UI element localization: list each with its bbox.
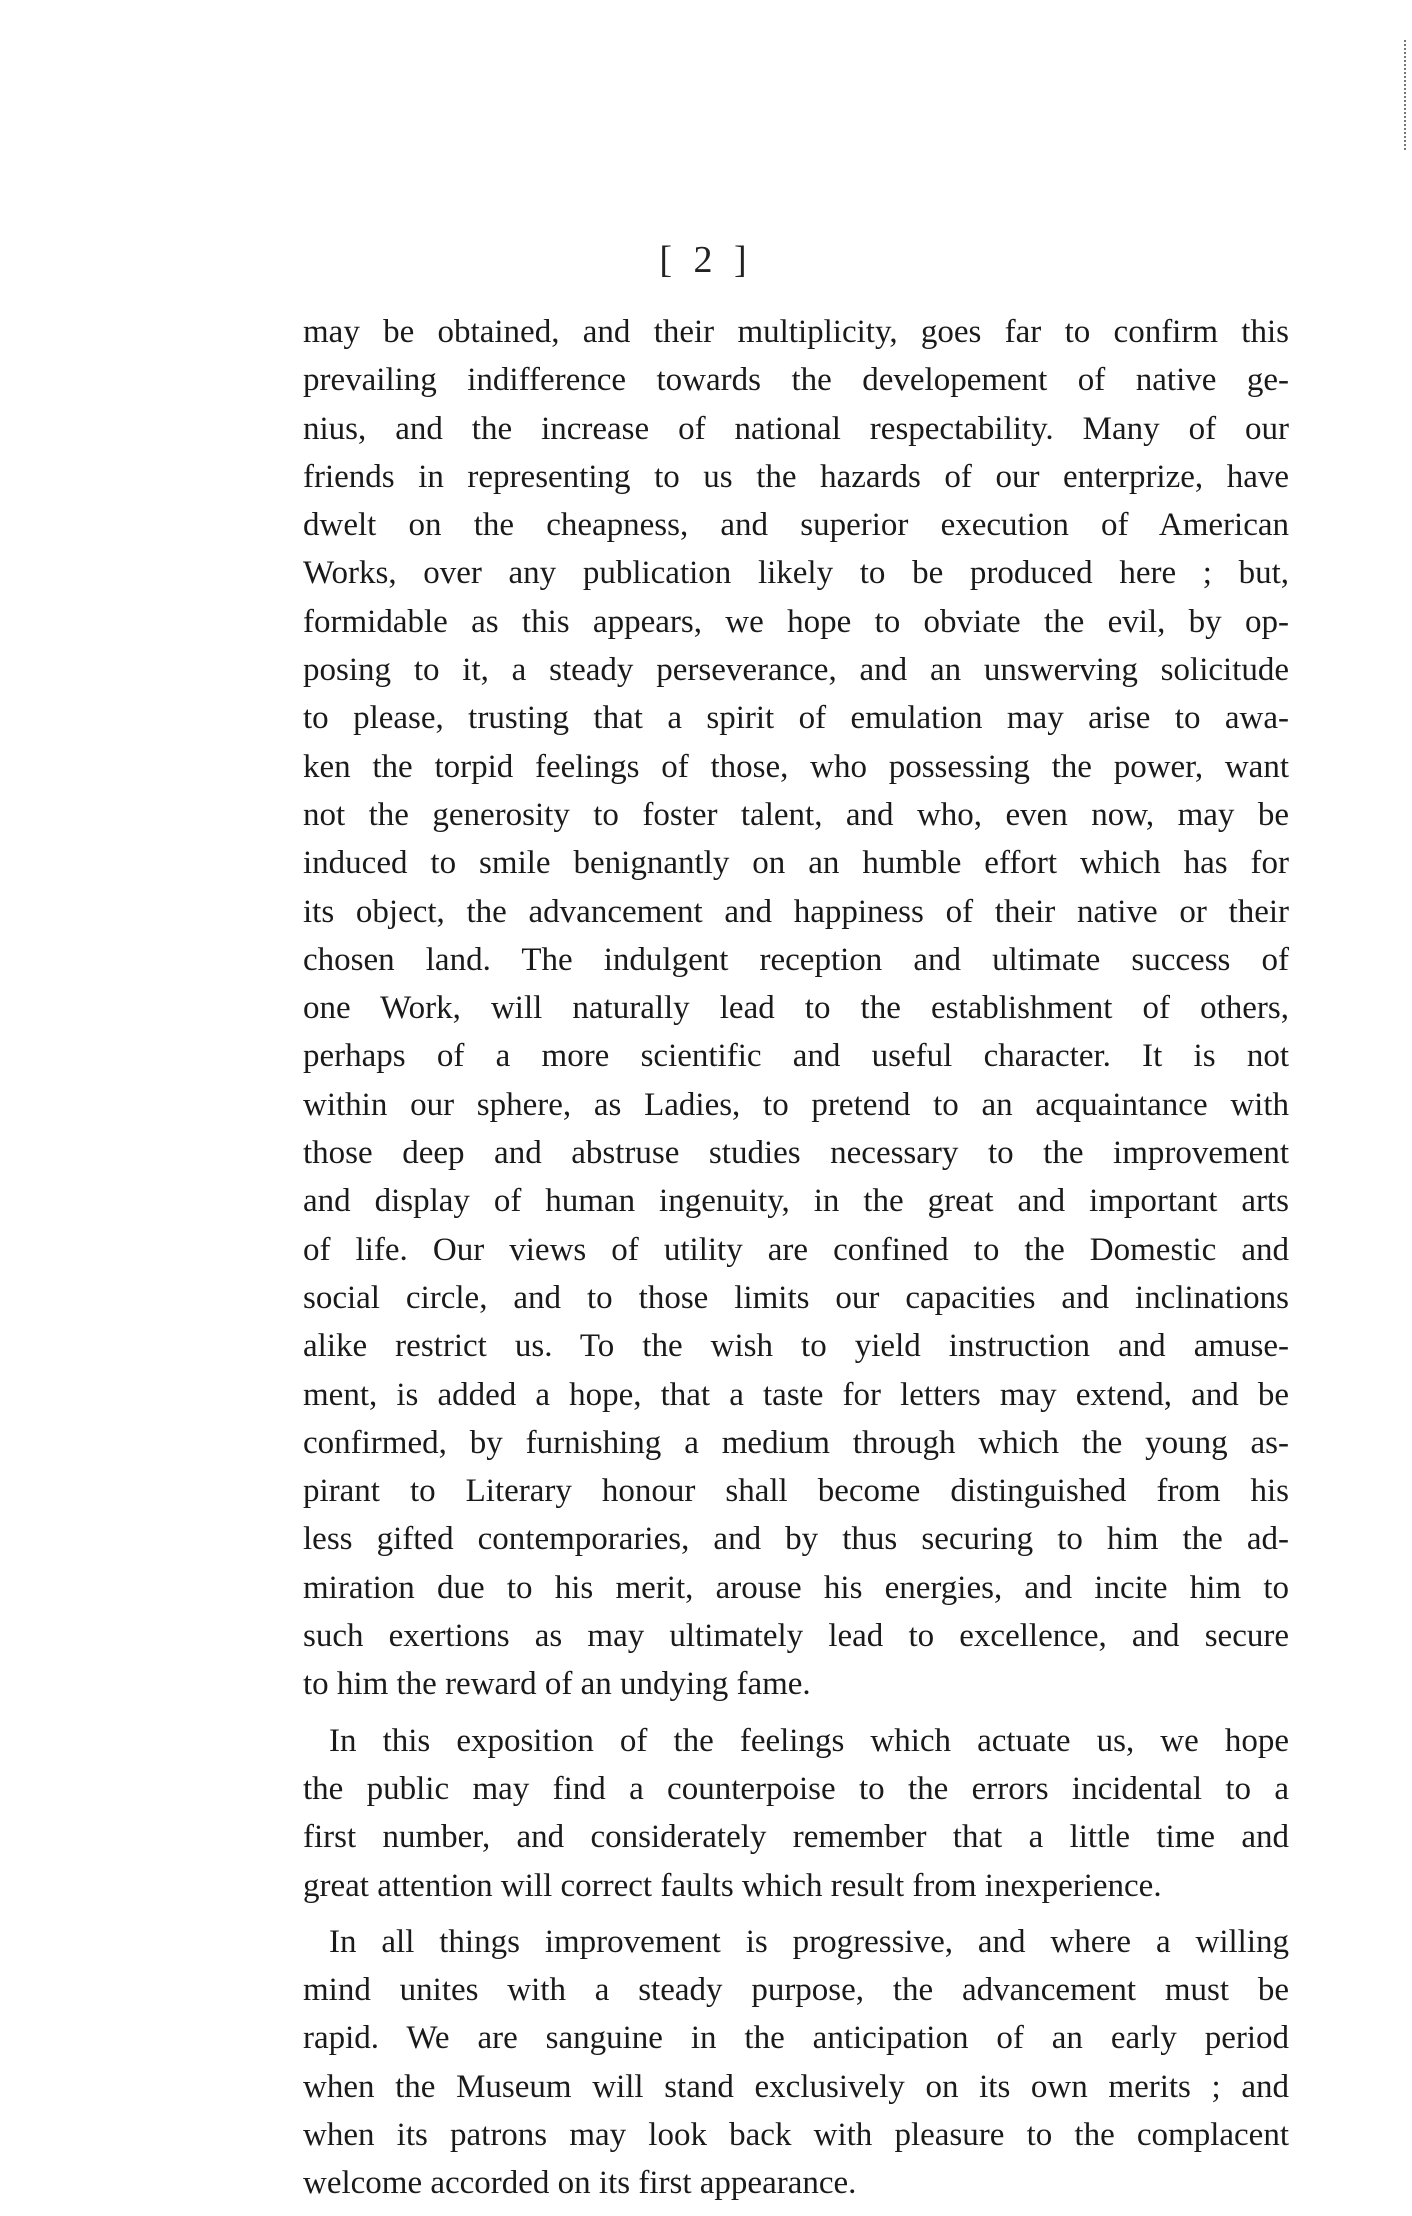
text-line: chosen land. The indulgent reception and ultimate success of bbox=[303, 941, 1289, 978]
text-line: one Work, will naturally lead to the establishment of others, bbox=[303, 990, 1289, 1027]
text-line: within our sphere, as Ladies, to pretend to an acquaintance with bbox=[303, 1086, 1289, 1123]
text-line: when the Museum will stand exclusively on its own merits ; and bbox=[303, 2068, 1289, 2105]
text-line: when its patrons may look back with pleasure to the complacent bbox=[303, 2116, 1289, 2153]
text-line: such exertions as may ultimately lead to excellence, and secure bbox=[303, 1618, 1289, 1655]
text-line: to him the reward of an undying fame. bbox=[303, 1666, 811, 1703]
text-line: nius, and the increase of national respectability. Many of our bbox=[303, 410, 1289, 447]
text-line: to please, trusting that a spirit of emulation may arise to awa- bbox=[303, 700, 1289, 737]
text-line: less gifted contemporaries, and by thus securing to him the ad- bbox=[303, 1521, 1289, 1558]
text-line: friends in representing to us the hazards of our enterprize, have bbox=[303, 458, 1289, 495]
page-number: [ 2 ] bbox=[659, 239, 753, 281]
text-line: great attention will correct faults which result from inexperience. bbox=[303, 1867, 1162, 1904]
text-line: induced to smile benignantly on an humble effort which has for bbox=[303, 845, 1289, 882]
text-line: ken the torpid feelings of those, who possessing the power, want bbox=[303, 748, 1289, 785]
text-line: those deep and abstruse studies necessary to the improvement bbox=[303, 1135, 1289, 1172]
paragraph-2 bbox=[303, 1717, 1289, 1910]
text-line: of life. Our views of utility are confined to the Domestic and bbox=[303, 1231, 1289, 1268]
text-line: may be obtained, and their multiplicity, goes far to confirm this bbox=[303, 314, 1289, 350]
text-line: posing to it, a steady perseverance, and an unswerving solicitude bbox=[303, 652, 1289, 689]
text-line: social circle, and to those limits our capacities and inclinations bbox=[303, 1279, 1289, 1316]
text-line: first number, and considerately remember that a little time and bbox=[303, 1819, 1289, 1856]
text-line: welcome accorded on its first appearance. bbox=[303, 2165, 857, 2202]
text-line: prevailing indifference towards the developement of native ge- bbox=[303, 362, 1289, 399]
text-line: dwelt on the cheapness, and superior execution of American bbox=[303, 507, 1289, 544]
scan-edge-mark bbox=[1400, 40, 1406, 150]
text-line: not the generosity to foster talent, and who, even now, may be bbox=[303, 796, 1289, 833]
body-text bbox=[303, 308, 1289, 2208]
paragraph-1 bbox=[303, 308, 1289, 1709]
text-line: rapid. We are sanguine in the anticipation of an early period bbox=[303, 2020, 1289, 2057]
text-line: perhaps of a more scientific and useful character. It is not bbox=[303, 1038, 1289, 1075]
text-line: In all things improvement is progressive, and where a willing bbox=[329, 1923, 1289, 1960]
text-line: alike restrict us. To the wish to yield instruction and amuse- bbox=[303, 1328, 1289, 1365]
paragraph-3 bbox=[303, 1918, 1289, 2208]
text-line: its object, the advancement and happiness of their native or their bbox=[303, 893, 1289, 930]
text-line: pirant to Literary honour shall become distinguished from his bbox=[303, 1473, 1289, 1510]
text-line: Works, over any publication likely to be produced here ; but, bbox=[303, 555, 1289, 592]
text-line: the public may find a counterpoise to the errors incidental to a bbox=[303, 1770, 1289, 1807]
text-line: confirmed, by furnishing a medium through which the young as- bbox=[303, 1424, 1289, 1461]
text-line: In this exposition of the feelings which actuate us, we hope bbox=[329, 1722, 1289, 1759]
text-line: formidable as this appears, we hope to obviate the evil, by op- bbox=[303, 603, 1289, 640]
text-line: ment, is added a hope, that a taste for letters may extend, and be bbox=[303, 1376, 1289, 1413]
text-line: miration due to his merit, arouse his energies, and incite him to bbox=[303, 1569, 1289, 1606]
text-line: mind unites with a steady purpose, the advancement must be bbox=[303, 1972, 1289, 2009]
text-line: and display of human ingenuity, in the great and important arts bbox=[303, 1183, 1289, 1220]
